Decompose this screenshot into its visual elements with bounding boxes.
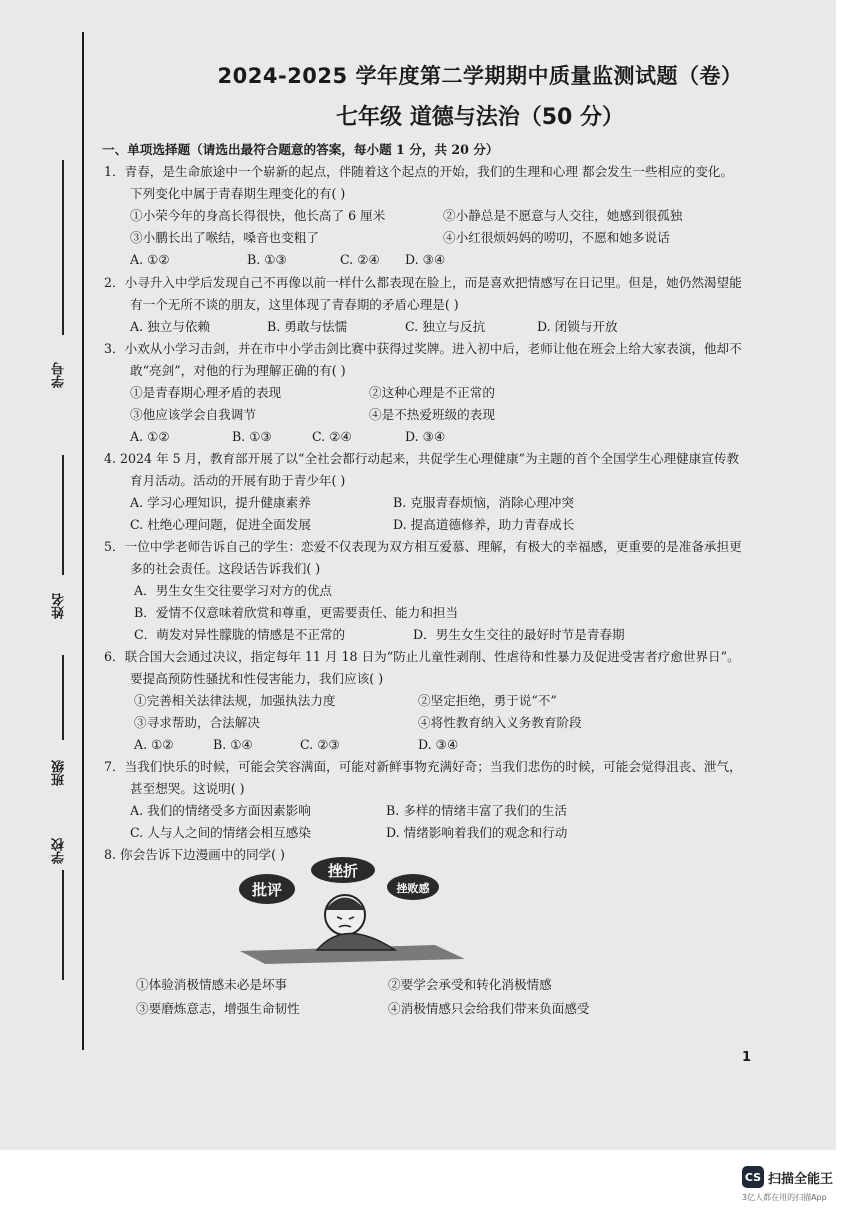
option-c: C. 人与人之间的情绪会相互感染 bbox=[130, 825, 311, 840]
statement: ①完善相关法律法规，加强执法力度 bbox=[134, 693, 336, 708]
option-a: A. ①② bbox=[130, 429, 170, 444]
student-id-label: 学号 bbox=[52, 362, 67, 388]
page-number: 1 bbox=[742, 1050, 752, 1065]
statement: ①小荣今年的身高长得很快，他长高了 6 厘米 bbox=[130, 208, 386, 223]
option-d: D. 闭锁与开放 bbox=[537, 319, 618, 334]
question-7-line-1: 7．当我们快乐的时候，可能会笑容满面，可能对新鲜事物充满好奇；当我们悲伤的时候，可能会觉得沮丧、泄气， bbox=[104, 759, 742, 774]
student-body bbox=[317, 934, 395, 951]
statement: ①体验消极情感未必是坏事 bbox=[136, 977, 288, 992]
exam-subtitle: 七年级 道德与法治（50 分） bbox=[336, 105, 624, 130]
question-8-line-1: 8. 你会告诉下边漫画中的同学( ) bbox=[104, 847, 285, 862]
option-c: C. 杜绝心理问题，促进全面发展 bbox=[130, 517, 311, 532]
question-2-line-1: 2．小寻升入中学后发现自己不再像以前一样什么都表现在脸上，而是喜欢把情感写在日记里。但是，她仍然渴望能 bbox=[104, 275, 742, 290]
statement: ②这种心理是不正常的 bbox=[369, 385, 495, 400]
question-1-line-2: 下列变化中属于青春期生理变化的有( ) bbox=[130, 186, 346, 201]
option-b: B. 多样的情绪丰富了我们的生活 bbox=[386, 803, 567, 818]
question-3-line-1: 3．小欢从小学习击剑，并在市中小学击剑比赛中获得过奖牌。进入初中后，老师让他在班会上给大家表演，他却不 bbox=[104, 341, 742, 356]
statement: ③小鹏长出了喉结，嗓音也变粗了 bbox=[130, 230, 319, 245]
option-b: B. 克服青春烦恼，消除心理冲突 bbox=[393, 495, 574, 510]
class-line bbox=[62, 655, 64, 740]
statement: ③寻求帮助，合法解决 bbox=[134, 715, 260, 730]
name-label: 姓名 bbox=[52, 593, 67, 619]
option-c: C．萌发对异性朦胧的情感是不正常的 bbox=[134, 627, 346, 642]
option-a: A. ①② bbox=[134, 737, 174, 752]
scanner-logo-icon: CS bbox=[742, 1166, 764, 1188]
option-d: D. ③④ bbox=[418, 737, 459, 752]
question-5-line-1: 5．一位中学老师告诉自己的学生：恋爱不仅表现为双方相互爱慕、理解，有极大的幸福感，更重要的是准备承担更 bbox=[104, 539, 742, 554]
statement: ④是不热爱班级的表现 bbox=[369, 407, 495, 422]
option-d: D. ③④ bbox=[405, 252, 446, 267]
statement: ④将性教育纳入义务教育阶段 bbox=[418, 715, 582, 730]
exam-title: 2024-2025 学年度第二学期期中质量监测试题（卷） bbox=[217, 64, 743, 88]
school-line bbox=[62, 870, 64, 980]
comic-label-criticism: 批评 bbox=[251, 881, 283, 899]
statement: ②要学会承受和转化消极情感 bbox=[388, 977, 552, 992]
statement: ②小静总是不愿意与人交往，她感到很孤独 bbox=[443, 208, 683, 223]
option-b: B. 勇敢与怯懦 bbox=[267, 319, 348, 334]
comic-label-setback: 挫折 bbox=[327, 862, 359, 880]
statement: ④消极情感只会给我们带来负面感受 bbox=[388, 1001, 590, 1016]
option-b: B. ①④ bbox=[213, 737, 253, 752]
question-1-line-1: 1．青春，是生命旅途中一个崭新的起点，伴随着这个起点的开始，我们的生理和心理 都会发生一些相应的变化。 bbox=[104, 164, 734, 179]
option-c: C. ②③ bbox=[300, 737, 340, 752]
statement: ③他应该学会自我调节 bbox=[130, 407, 256, 422]
statement: ④小红很烦妈妈的唠叨，不愿和她多说话 bbox=[443, 230, 670, 245]
statement: ③要磨炼意志，增强生命韧性 bbox=[136, 1001, 300, 1016]
question-5-line-2: 多的社会责任。这段话告诉我们( ) bbox=[130, 561, 321, 576]
option-b: B. ①③ bbox=[247, 252, 287, 267]
option-d: D. 提高道德修养，助力青春成长 bbox=[393, 517, 575, 532]
option-a: A. 学习心理知识，提升健康素养 bbox=[130, 495, 311, 510]
option-c: C. 独立与反抗 bbox=[405, 319, 486, 334]
option-a: A．男生女生交往要学习对方的优点 bbox=[134, 583, 333, 598]
scanner-name: 扫描全能王 bbox=[768, 1171, 834, 1187]
school-label: 学校 bbox=[52, 838, 67, 864]
scanner-watermark bbox=[742, 1166, 833, 1188]
comic-label-frustration: 挫败感 bbox=[396, 882, 430, 895]
option-d: D. ③④ bbox=[405, 429, 446, 444]
question-2-line-2: 有一个无所不谈的朋友，这里体现了青春期的矛盾心理是( ) bbox=[130, 297, 459, 312]
option-b: B．爱情不仅意味着欣赏和尊重，更需要责任、能力和担当 bbox=[134, 605, 459, 620]
question-3-line-2: 敢“亮剑”，对他的行为理解正确的有( ) bbox=[130, 363, 346, 378]
option-d: D．男生女生交往的最好时节是青春期 bbox=[413, 627, 625, 642]
binding-line bbox=[82, 32, 84, 1050]
scanner-tagline: 3亿人都在用的扫描App bbox=[742, 1193, 827, 1202]
question-4-line-2: 育月活动。活动的开展有助于青少年( ) bbox=[130, 473, 346, 488]
statement: ①是青春期心理矛盾的表现 bbox=[130, 385, 282, 400]
question-6-line-2: 要提高预防性骚扰和性侵害能力，我们应该( ) bbox=[130, 671, 384, 686]
option-a: A. ①② bbox=[130, 252, 170, 267]
option-d: D. 情绪影响着我们的观念和行动 bbox=[386, 825, 568, 840]
question-4-line-1: 4. 2024 年 5 月，教育部开展了以“全社会都行动起来，共促学生心理健康”为主题的首个全国学生心理健康宣传教 bbox=[104, 451, 740, 466]
option-c: C. ②④ bbox=[312, 429, 352, 444]
option-b: B. ①③ bbox=[232, 429, 272, 444]
option-a: A. 独立与依赖 bbox=[130, 319, 211, 334]
comic-illustration bbox=[235, 855, 470, 965]
question-7-line-2: 甚至想哭。这说明( ) bbox=[130, 781, 245, 796]
student-id-line bbox=[62, 160, 64, 335]
question-6-line-1: 6．联合国大会通过决议，指定每年 11 月 18 日为“防止儿童性剥削、性虐待和性暴力及促进受害者疗愈世界日”。 bbox=[104, 649, 740, 664]
section-heading: 一、单项选择题（请选出最符合题意的答案，每小题 1 分，共 20 分） bbox=[102, 142, 499, 157]
class-label: 班级 bbox=[52, 760, 67, 786]
name-line bbox=[62, 455, 64, 575]
option-c: C. ②④ bbox=[340, 252, 380, 267]
statement: ②坚定拒绝，勇于说“不” bbox=[418, 693, 557, 708]
option-a: A. 我们的情绪受多方面因素影响 bbox=[130, 803, 311, 818]
